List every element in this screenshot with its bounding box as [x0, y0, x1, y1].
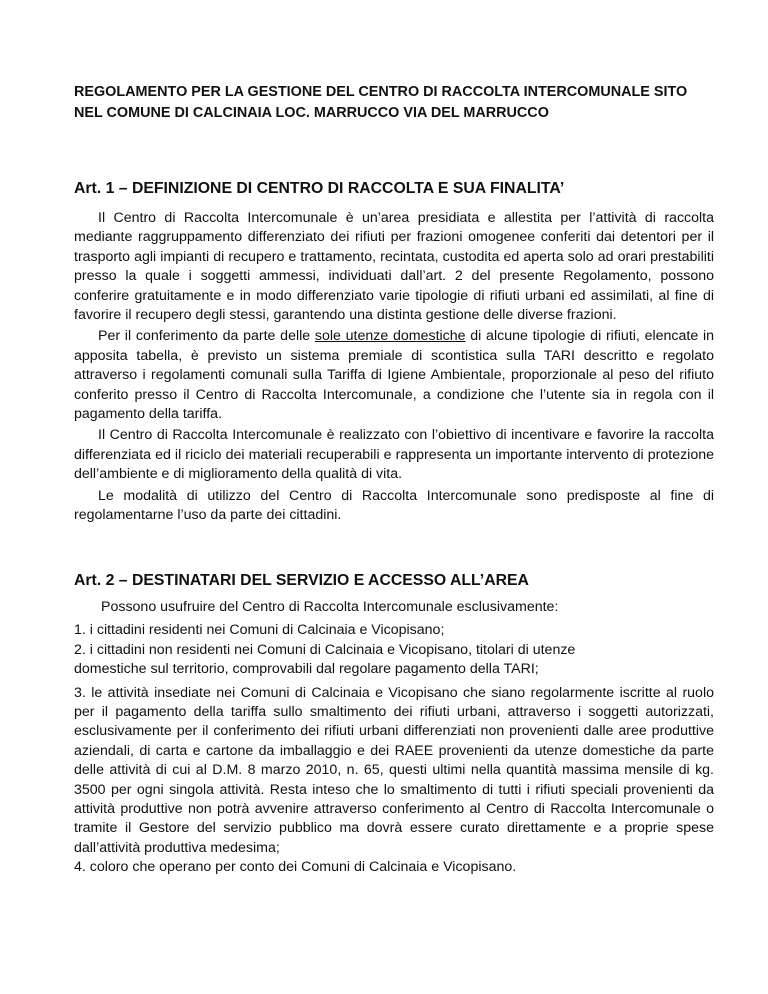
art1-heading: Art. 1 – DEFINIZIONE DI CENTRO DI RACCOLTA E SUA FINALITA’	[74, 180, 565, 197]
underlined-phrase: sole utenze domestiche	[314, 328, 466, 345]
art1-paragraph-1: Il Centro di Raccolta Intercomunale è un’area presidiata e allestita per l’attività di raccolta mediante raggruppamento differenziato dei rifiuti per frazioni omogenee conferiti dai detentori per il trasporto agli impianti di recupero e trattamento, recintata, custodita ed aperta solo ad orari prestabiliti presso la quale i soggetti ammessi, individuati dall’art. 2 del presente Regolamento, possono conferire gratuitamente e in modo differenziato varie tipologie di rifiuti urbani ed assimilati, al fine di favorire il recupero degli stessi, garantendo una distinta gestione delle diverse frazioni.	[74, 210, 714, 324]
art1-paragraph-4: Le modalità di utilizzo del Centro di Raccolta Intercomunale sono predisposte al fine di regolamentarne l’uso da parte dei cittadini.	[74, 487, 714, 524]
list-item: 4. coloro che operano per conto dei Comuni di Calcinaia e Vicopisano.	[74, 859, 517, 876]
art2-heading: Art. 2 – DESTINATARI DEL SERVIZIO E ACCESSO ALL’AREA	[74, 572, 529, 589]
list-item-2-line-1: 2. i cittadini non residenti nei Comuni di Calcinaia e Vicopisano, titolari di utenze	[74, 641, 576, 658]
list-item: 1. i cittadini residenti nei Comuni di Calcinaia e Vicopisano;	[74, 622, 445, 639]
list-item-2-line-2: domestiche sul territorio, comprovabili dal regolare pagamento della TARI;	[74, 661, 539, 678]
art1-paragraph-2-start: Per il conferimento da parte delle	[98, 328, 315, 345]
art2-intro: Possono usufruire del Centro di Raccolta Intercomunale esclusivamente:	[101, 599, 559, 615]
art1-paragraph-3: Il Centro di Raccolta Intercomunale è realizzato con l’obiettivo di incentivare e favorire la raccolta differenziata ed il riciclo dei materiali recuperabili e rappresenta un importante intervento di protezione dell’ambiente e di miglioramento della qualità di vita.	[74, 427, 714, 483]
art1-paragraph-2	[74, 327, 714, 424]
art2-body	[74, 598, 714, 878]
art1-paragraph-2-end: di alcune tipologie di rifiuti, elencate in apposita tabella, è previsto un sistema premiale di scontistica sulla TARI descritto e regolato attraverso i regolamenti comunali sulla Tariffa di Igiene Ambientale, proporzionale al peso del rifiuto conferito presso il Centro di Raccolta Intercomunale, a condizione che l’utente sia in regola con il pagamento della tariffa.	[74, 328, 715, 423]
art1-body	[74, 209, 714, 526]
list-item: 3. le attività insediate nei Comuni di Calcinaia e Vicopisano che siano regolarmente iscritte al ruolo per il pagamento della tariffa sullo smaltimento dei rifiuti urbani, attraverso i soggetti autorizzati, esclusivamente per il conferimento dei rifiuti urbani differenziati non provenienti dalle aree produttive aziendali, di carta e cartone da imballaggio e dei RAEE provenienti da utenze domestiche da parte delle attività di cui al D.M. 8 marzo 2010, n. 65, questi ultimi nella quantità massima mensile di kg. 3500 per ogni singola attività. Resta inteso che lo smaltimento di tutti i rifiuti speciali provenienti da attività produttive non potrà avvenire attraverso conferimento al Centro di Raccolta Intercomunale o tramite il Gestore del servizio pubblico ma dovrà essere curato direttamente e a proprie spese dall’attività produttiva medesima;	[74, 684, 714, 856]
document-title: REGOLAMENTO PER LA GESTIONE DEL CENTRO DI RACCOLTA INTERCOMUNALE SITO NEL COMUNE DI CALCINAIA LOC. MARRUCCO VIA DEL MARRUCCO	[74, 84, 688, 121]
